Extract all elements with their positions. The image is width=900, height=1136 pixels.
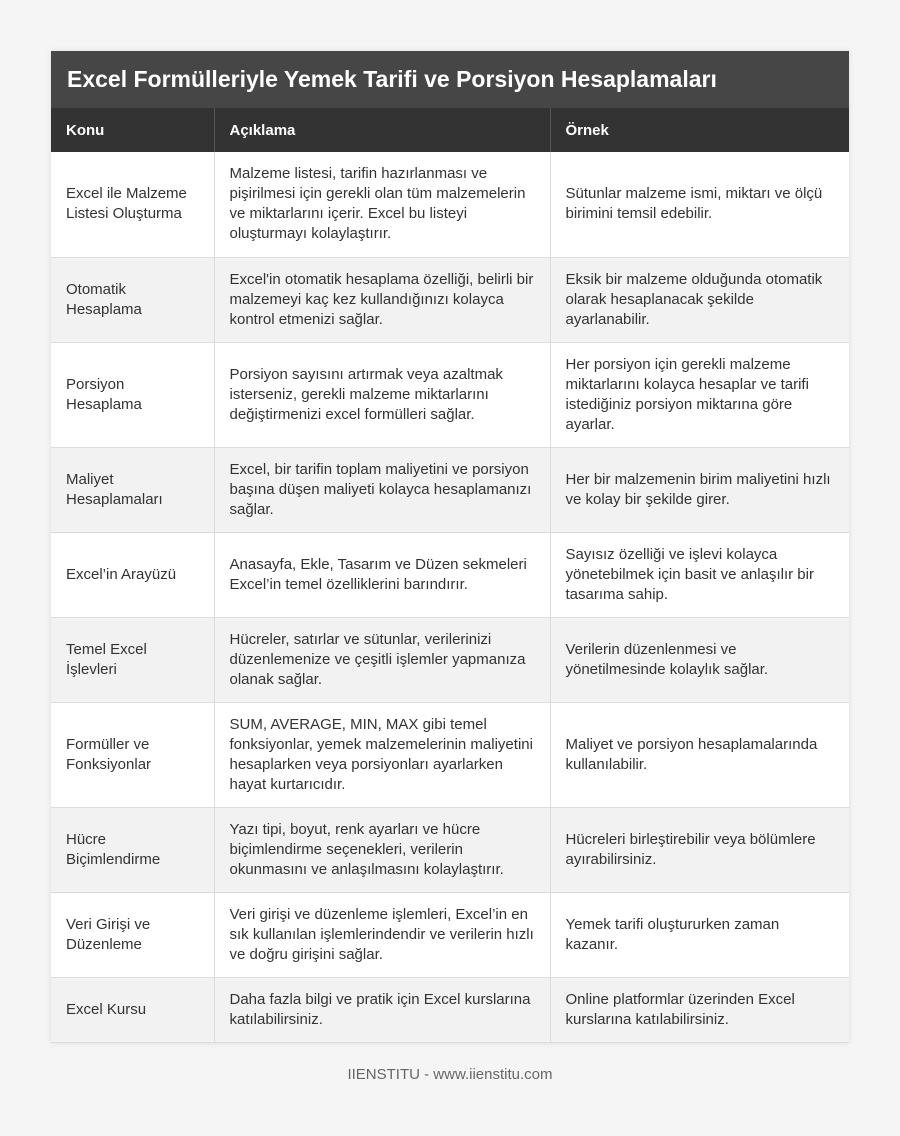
cell-konu: Hücre Biçimlendirme — [51, 807, 214, 892]
content-card — [51, 51, 849, 1043]
cell-konu: Excel’in Arayüzü — [51, 532, 214, 617]
table-row — [51, 152, 849, 257]
cell-konu: Excel Kursu — [51, 977, 214, 1042]
table-row — [51, 447, 849, 532]
table-row — [51, 702, 849, 807]
page-title: Excel Formülleriyle Yemek Tarifi ve Porsiyon Hesaplamaları — [51, 51, 849, 108]
cell-ornek: Her porsiyon için gerekli malzeme miktarlarını kolayca hesaplar ve tarifi istediğiniz porsiyon miktarına göre ayarlar. — [550, 342, 849, 447]
cell-konu: Formüller ve Fonksiyonlar — [51, 702, 214, 807]
table-row — [51, 807, 849, 892]
cell-aciklama: Hücreler, satırlar ve sütunlar, verilerinizi düzenlemenize ve çeşitli işlemler yapmanıza olanak sağlar. — [214, 617, 550, 702]
cell-konu: Temel Excel İşlevleri — [51, 617, 214, 702]
cell-konu: Excel ile Malzeme Listesi Oluşturma — [51, 152, 214, 257]
footer-credit: IIENSTITU - www.iienstitu.com — [347, 1066, 553, 1083]
cell-ornek: Eksik bir malzeme olduğunda otomatik olarak hesaplanacak şekilde ayarlanabilir. — [550, 257, 849, 342]
cell-ornek: Online platformlar üzerinden Excel kurslarına katılabilirsiniz. — [550, 977, 849, 1042]
cell-ornek: Hücreleri birleştirebilir veya bölümlere ayırabilirsiniz. — [550, 807, 849, 892]
cell-aciklama: Daha fazla bilgi ve pratik için Excel kurslarına katılabilirsiniz. — [214, 977, 550, 1042]
table-row — [51, 532, 849, 617]
cell-aciklama: SUM, AVERAGE, MIN, MAX gibi temel fonksiyonlar, yemek malzemelerinin maliyetini hesaplarken veya porsiyonları ayarlarken hayat kurtarıcıdır. — [214, 702, 550, 807]
column-header-konu: Konu — [51, 108, 214, 152]
column-header-aciklama: Açıklama — [214, 108, 550, 152]
cell-aciklama: Excel, bir tarifin toplam maliyetini ve porsiyon başına düşen maliyeti kolayca hesaplamanızı sağlar. — [214, 447, 550, 532]
table-row — [51, 977, 849, 1042]
cell-aciklama: Anasayfa, Ekle, Tasarım ve Düzen sekmeleri Excel’in temel özelliklerini barındırır. — [214, 532, 550, 617]
cell-ornek: Verilerin düzenlenmesi ve yönetilmesinde kolaylık sağlar. — [550, 617, 849, 702]
cell-konu: Porsiyon Hesaplama — [51, 342, 214, 447]
table-row — [51, 342, 849, 447]
cell-aciklama: Veri girişi ve düzenleme işlemleri, Excel’in en sık kullanılan işlemlerindendir ve verilerin hızlı ve doğru girişini sağlar. — [214, 892, 550, 977]
cell-konu: Veri Girişi ve Düzenleme — [51, 892, 214, 977]
cell-ornek: Her bir malzemenin birim maliyetini hızlı ve kolay bir şekilde girer. — [550, 447, 849, 532]
table-row — [51, 892, 849, 977]
cell-aciklama: Malzeme listesi, tarifin hazırlanması ve pişirilmesi için gerekli olan tüm malzemelerin ve miktarlarını içerir. Excel bu listeyi oluşturmayı kolaylaştırır. — [214, 152, 550, 257]
cell-ornek: Sütunlar malzeme ismi, miktarı ve ölçü birimini temsil edebilir. — [550, 152, 849, 257]
table-header-row — [51, 108, 849, 152]
cell-konu: Otomatik Hesaplama — [51, 257, 214, 342]
cell-aciklama: Yazı tipi, boyut, renk ayarları ve hücre biçimlendirme seçenekleri, verilerin okunmasını ve anlaşılmasını kolaylaştırır. — [214, 807, 550, 892]
cell-ornek: Sayısız özelliği ve işlevi kolayca yönetebilmek için basit ve anlaşılır bir tasarıma sahip. — [550, 532, 849, 617]
cell-aciklama: Porsiyon sayısını artırmak veya azaltmak isterseniz, gerekli malzeme miktarlarını değiştirmenizi excel formülleri sağlar. — [214, 342, 550, 447]
cell-ornek: Maliyet ve porsiyon hesaplamalarında kullanılabilir. — [550, 702, 849, 807]
column-header-ornek: Örnek — [550, 108, 849, 152]
table-row — [51, 257, 849, 342]
cell-konu: Maliyet Hesaplamaları — [51, 447, 214, 532]
cell-aciklama: Excel'in otomatik hesaplama özelliği, belirli bir malzemeyi kaç kez kullandığınızı kolayca kontrol etmenizi sağlar. — [214, 257, 550, 342]
info-table — [51, 108, 849, 1043]
cell-ornek: Yemek tarifi oluştururken zaman kazanır. — [550, 892, 849, 977]
table-row — [51, 617, 849, 702]
